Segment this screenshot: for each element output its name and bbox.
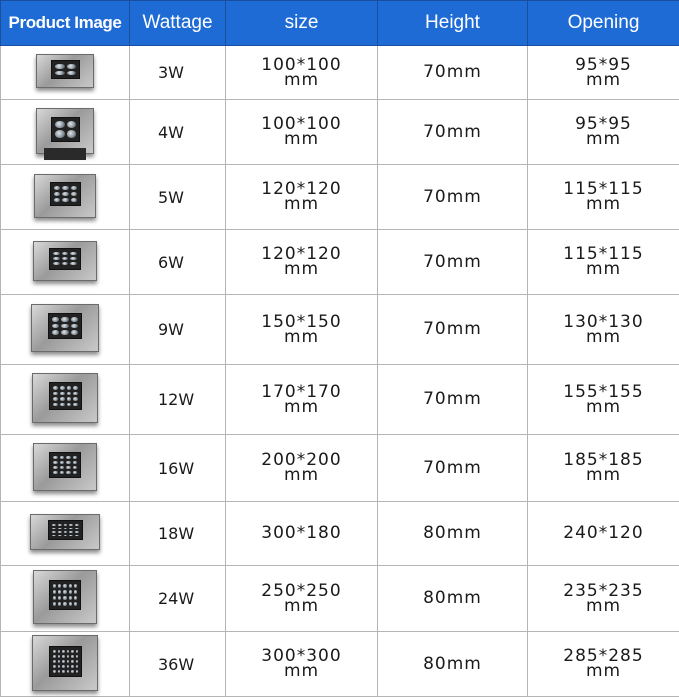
size-value: 300*180 (226, 526, 377, 541)
table-row (1, 100, 679, 165)
height-cell: 70mm (378, 100, 528, 165)
table-row (1, 365, 679, 435)
size-cell (226, 230, 378, 295)
size-value: 150*150 (226, 315, 377, 330)
opening-unit: mm (528, 400, 679, 415)
opening-unit: mm (528, 599, 679, 614)
header-wattage: Wattage (130, 1, 226, 46)
product-image-cell (1, 435, 130, 502)
size-unit: mm (226, 599, 377, 614)
table-row (1, 566, 679, 632)
size-value: 120*120 (226, 247, 377, 262)
product-image-cell (1, 566, 130, 632)
opening-cell (528, 566, 679, 632)
opening-cell (528, 365, 679, 435)
wattage-cell: 9W (130, 295, 226, 365)
size-value: 200*200 (226, 453, 377, 468)
product-image-cell (1, 230, 130, 295)
table-row (1, 632, 679, 697)
height-cell: 70mm (378, 165, 528, 230)
wattage-cell: 4W (130, 100, 226, 165)
height-cell: 70mm (378, 435, 528, 502)
led-inground-light-icon (34, 174, 96, 218)
size-cell (226, 100, 378, 165)
table-body (1, 46, 679, 697)
opening-unit: mm (528, 197, 679, 212)
opening-cell (528, 46, 679, 100)
opening-unit: mm (528, 468, 679, 483)
size-value: 120*120 (226, 182, 377, 197)
size-cell (226, 502, 378, 566)
size-unit: mm (226, 400, 377, 415)
size-unit: mm (226, 262, 377, 277)
wattage-cell: 24W (130, 566, 226, 632)
wattage-cell: 6W (130, 230, 226, 295)
size-value: 300*300 (226, 649, 377, 664)
size-cell (226, 46, 378, 100)
size-cell (226, 435, 378, 502)
table-row (1, 502, 679, 566)
size-cell (226, 632, 378, 697)
table-row (1, 46, 679, 100)
opening-cell (528, 502, 679, 566)
product-image-cell (1, 295, 130, 365)
wattage-cell: 5W (130, 165, 226, 230)
height-cell: 80mm (378, 502, 528, 566)
size-value: 170*170 (226, 385, 377, 400)
opening-cell (528, 435, 679, 502)
opening-unit: mm (528, 664, 679, 679)
opening-unit: mm (528, 73, 679, 88)
height-cell: 70mm (378, 295, 528, 365)
size-value: 250*250 (226, 584, 377, 599)
table-row (1, 230, 679, 295)
product-image-cell (1, 365, 130, 435)
opening-value: 235*235 (528, 584, 679, 599)
opening-cell (528, 165, 679, 230)
height-cell: 80mm (378, 632, 528, 697)
opening-value: 240*120 (528, 526, 679, 541)
opening-value: 155*155 (528, 385, 679, 400)
opening-cell (528, 100, 679, 165)
table-row (1, 165, 679, 230)
table-row (1, 435, 679, 502)
wattage-cell: 16W (130, 435, 226, 502)
header-opening: Opening (528, 1, 679, 46)
height-cell: 70mm (378, 365, 528, 435)
opening-cell (528, 295, 679, 365)
height-cell: 80mm (378, 566, 528, 632)
opening-unit: mm (528, 132, 679, 147)
size-cell (226, 566, 378, 632)
header-size: size (226, 1, 378, 46)
size-unit: mm (226, 132, 377, 147)
header-height: Height (378, 1, 528, 46)
opening-cell (528, 230, 679, 295)
wattage-cell: 18W (130, 502, 226, 566)
size-unit: mm (226, 197, 377, 212)
led-inground-light-icon (30, 514, 100, 550)
size-unit: mm (226, 468, 377, 483)
led-inground-light-icon (36, 54, 94, 88)
size-cell (226, 365, 378, 435)
size-value: 100*100 (226, 117, 377, 132)
opening-value: 95*95 (528, 117, 679, 132)
size-unit: mm (226, 664, 377, 679)
opening-unit: mm (528, 262, 679, 277)
wattage-cell: 36W (130, 632, 226, 697)
opening-value: 95*95 (528, 58, 679, 73)
table-header (1, 1, 679, 46)
product-image-cell (1, 632, 130, 697)
product-image-cell (1, 46, 130, 100)
led-inground-light-icon (31, 304, 99, 352)
wattage-cell: 3W (130, 46, 226, 100)
height-cell: 70mm (378, 230, 528, 295)
opening-value: 185*185 (528, 453, 679, 468)
led-inground-light-icon (32, 635, 98, 691)
product-image-cell (1, 502, 130, 566)
size-value: 100*100 (226, 58, 377, 73)
product-image-cell (1, 165, 130, 230)
opening-value: 285*285 (528, 649, 679, 664)
opening-value: 130*130 (528, 315, 679, 330)
size-cell (226, 165, 378, 230)
led-inground-light-icon (33, 241, 97, 281)
height-cell: 70mm (378, 46, 528, 100)
opening-cell (528, 632, 679, 697)
header-product-image: Product Image (1, 1, 130, 46)
size-unit: mm (226, 330, 377, 345)
size-cell (226, 295, 378, 365)
led-inground-light-icon (32, 373, 98, 423)
product-image-cell (1, 100, 130, 165)
wattage-cell: 12W (130, 365, 226, 435)
table-row (1, 295, 679, 365)
led-inground-light-icon (33, 570, 97, 624)
led-inground-light-icon (33, 443, 97, 491)
size-unit: mm (226, 73, 377, 88)
opening-value: 115*115 (528, 247, 679, 262)
led-inground-light-icon (36, 108, 94, 154)
opening-unit: mm (528, 330, 679, 345)
opening-value: 115*115 (528, 182, 679, 197)
